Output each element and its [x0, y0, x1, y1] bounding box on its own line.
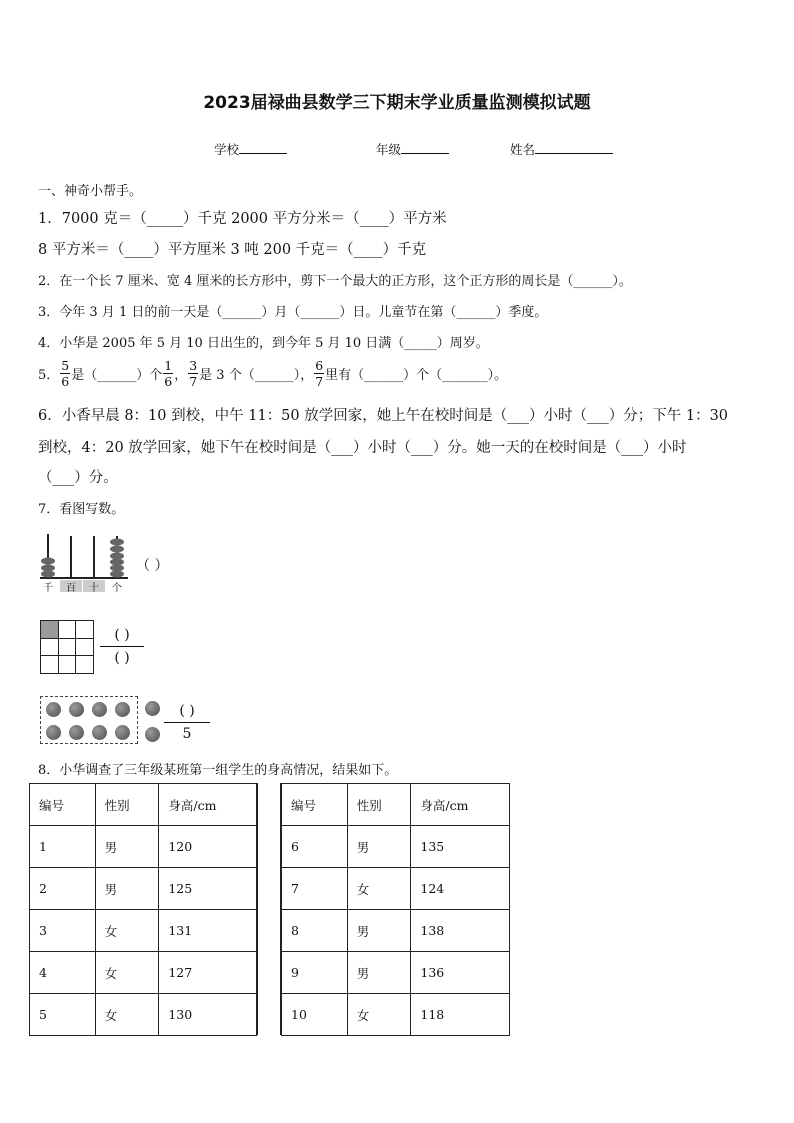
header-gender: 性别 — [95, 784, 159, 826]
header-id: 编号 — [282, 784, 348, 826]
cell-gender: 男 — [95, 826, 159, 868]
q5-text-1: 是（______）个 — [71, 368, 163, 383]
question-1-line-2: 8 平方米＝（____）平方厘米 3 吨 200 千克＝（____）千克 — [38, 242, 427, 258]
question-2: 2．在一个长 7 厘米、宽 4 厘米的长方形中，剪下一个最大的正方形，这个正方形的周长是（______）。 — [38, 274, 632, 289]
abacus-bead — [41, 565, 55, 572]
abacus-bead — [110, 559, 124, 566]
question-8: 8．小华调查了三年级某班第一组学生的身高情况，结果如下。 — [38, 763, 398, 778]
grid-cell — [58, 656, 76, 674]
cell-id: 10 — [282, 994, 348, 1036]
height-table-left — [29, 783, 257, 1036]
abacus-bead — [41, 571, 55, 578]
dots-fraction-answer[interactable] — [164, 700, 210, 745]
grade-blank[interactable] — [401, 141, 449, 154]
grid-cell — [58, 621, 76, 639]
section-heading: 一、神奇小帮手。 — [38, 184, 143, 199]
cell-height: 125 — [159, 868, 257, 910]
dots-group-box — [40, 696, 138, 744]
table-row — [30, 910, 257, 952]
grid-cell — [76, 638, 94, 656]
question-3: 3．今年 3 月 1 日的前一天是（______）月（______）日。儿童节在第（______）季度。 — [38, 305, 548, 320]
fraction-3-7: $\frac{3}{7}$ — [189, 358, 198, 389]
table-row — [282, 994, 510, 1036]
dot-outside — [145, 701, 160, 716]
abacus-label-tens: 十 — [89, 583, 99, 594]
abacus-bead — [110, 553, 124, 560]
name-field — [510, 140, 613, 158]
dot — [115, 725, 130, 740]
cell-gender: 女 — [347, 868, 411, 910]
cell-id: 5 — [30, 994, 96, 1036]
cell-id: 7 — [282, 868, 348, 910]
grade-field — [376, 140, 449, 158]
abacus-label-hundreds: 百 — [66, 583, 76, 594]
abacus-bead — [110, 571, 124, 578]
dots-fraction-numerator-blank[interactable]: ( ) — [164, 700, 210, 723]
dots-fraction-denominator: 5 — [182, 726, 192, 742]
grid-cell-shaded — [41, 621, 59, 639]
dot — [69, 725, 84, 740]
table-row — [282, 826, 510, 868]
cell-id: 4 — [30, 952, 96, 994]
cell-gender: 男 — [347, 826, 411, 868]
cell-gender: 男 — [347, 910, 411, 952]
abacus-figure — [38, 532, 130, 594]
table-row — [282, 868, 510, 910]
cell-gender: 女 — [347, 994, 411, 1036]
header-id: 编号 — [30, 784, 96, 826]
q5-prefix: 5． — [38, 368, 60, 383]
dot — [92, 702, 107, 717]
cell-height: 138 — [411, 910, 510, 952]
cell-id: 9 — [282, 952, 348, 994]
fraction-6-7: $\frac{6}{7}$ — [315, 358, 324, 389]
abacus-bead — [110, 546, 124, 553]
height-table-right — [281, 783, 510, 1036]
dot — [46, 725, 61, 740]
cell-height: 136 — [411, 952, 510, 994]
abacus-bead — [110, 539, 124, 546]
abacus-label-thousands: 千 — [43, 583, 53, 594]
grid-cell — [41, 638, 59, 656]
fraction-1-6: $\frac{1}{6}$ — [164, 358, 173, 389]
abacus-bead — [110, 565, 124, 572]
question-5 — [38, 358, 507, 389]
cell-height: 118 — [411, 994, 510, 1036]
cell-id: 8 — [282, 910, 348, 952]
dot — [92, 725, 107, 740]
school-field — [214, 140, 287, 158]
table-row — [30, 994, 257, 1036]
table-row — [30, 826, 257, 868]
question-6-line-2: 到校，4：20 放学回家，她下午在校时间是（___）小时（___）分。她一天的在校时间是（___）小时 — [38, 440, 687, 456]
cell-height: 120 — [159, 826, 257, 868]
table-gap-column — [257, 783, 281, 1035]
question-6-line-3: （___）分。 — [38, 470, 118, 486]
grid-cell — [76, 656, 94, 674]
q5-text-4: 里有（______）个（_______）。 — [325, 368, 508, 383]
cell-gender: 女 — [95, 952, 159, 994]
grid-cell — [58, 638, 76, 656]
cell-height: 135 — [411, 826, 510, 868]
grid-fraction-answer[interactable] — [100, 624, 144, 669]
cell-id: 1 — [30, 826, 96, 868]
header-height: 身高/cm — [159, 784, 257, 826]
cell-height: 131 — [159, 910, 257, 952]
table-header-row — [282, 784, 510, 826]
dot — [115, 702, 130, 717]
dot — [46, 702, 61, 717]
school-blank[interactable] — [239, 141, 287, 154]
table-row — [30, 868, 257, 910]
table-row — [282, 952, 510, 994]
cell-gender: 女 — [95, 910, 159, 952]
cell-height: 130 — [159, 994, 257, 1036]
abacus-bead — [41, 558, 55, 565]
grid-fraction-numerator-blank[interactable]: ( ) — [100, 624, 144, 647]
question-6-line-1: 6．小香早晨 8：10 到校，中午 11：50 放学回家，她上午在校时间是（___）小时（___）分；下午 1：30 — [38, 408, 729, 424]
shaded-grid-figure — [40, 620, 94, 674]
grid-cell — [41, 656, 59, 674]
name-label: 姓名 — [510, 142, 536, 157]
abacus-answer-blank[interactable]: （ ） — [136, 558, 169, 574]
header-gender: 性别 — [347, 784, 411, 826]
cell-gender: 男 — [347, 952, 411, 994]
table-header-row — [30, 784, 257, 826]
q5-text-3: 是 3 个（______）， — [199, 368, 314, 383]
dot-outside — [145, 727, 160, 742]
cell-id: 2 — [30, 868, 96, 910]
grid-cell — [76, 621, 94, 639]
cell-height: 127 — [159, 952, 257, 994]
cell-id: 6 — [282, 826, 348, 868]
cell-height: 124 — [411, 868, 510, 910]
school-label: 学校 — [214, 142, 240, 157]
table-row — [30, 952, 257, 994]
cell-gender: 女 — [95, 994, 159, 1036]
header-height: 身高/cm — [411, 784, 510, 826]
grid-fraction-denominator-blank[interactable]: ( ) — [114, 650, 130, 666]
cell-id: 3 — [30, 910, 96, 952]
name-blank[interactable] — [535, 141, 613, 154]
table-row — [282, 910, 510, 952]
question-7: 7．看图写数。 — [38, 502, 125, 517]
page-title: 2023届禄曲县数学三下期末学业质量监测模拟试题 — [203, 93, 591, 113]
fraction-5-6: $\frac{5}{6}$ — [61, 358, 70, 389]
grade-label: 年级 — [376, 142, 402, 157]
question-1-line-1: 1．7000 克＝（_____）千克 2000 平方分米＝（____）平方米 — [38, 211, 447, 227]
question-4: 4．小华是 2005 年 5 月 10 日出生的，到今年 5 月 10 日满（_____）周岁。 — [38, 336, 489, 351]
cell-gender: 男 — [95, 868, 159, 910]
q5-text-2: ， — [174, 368, 188, 383]
abacus-label-ones: 个 — [112, 583, 122, 594]
dot — [69, 702, 84, 717]
